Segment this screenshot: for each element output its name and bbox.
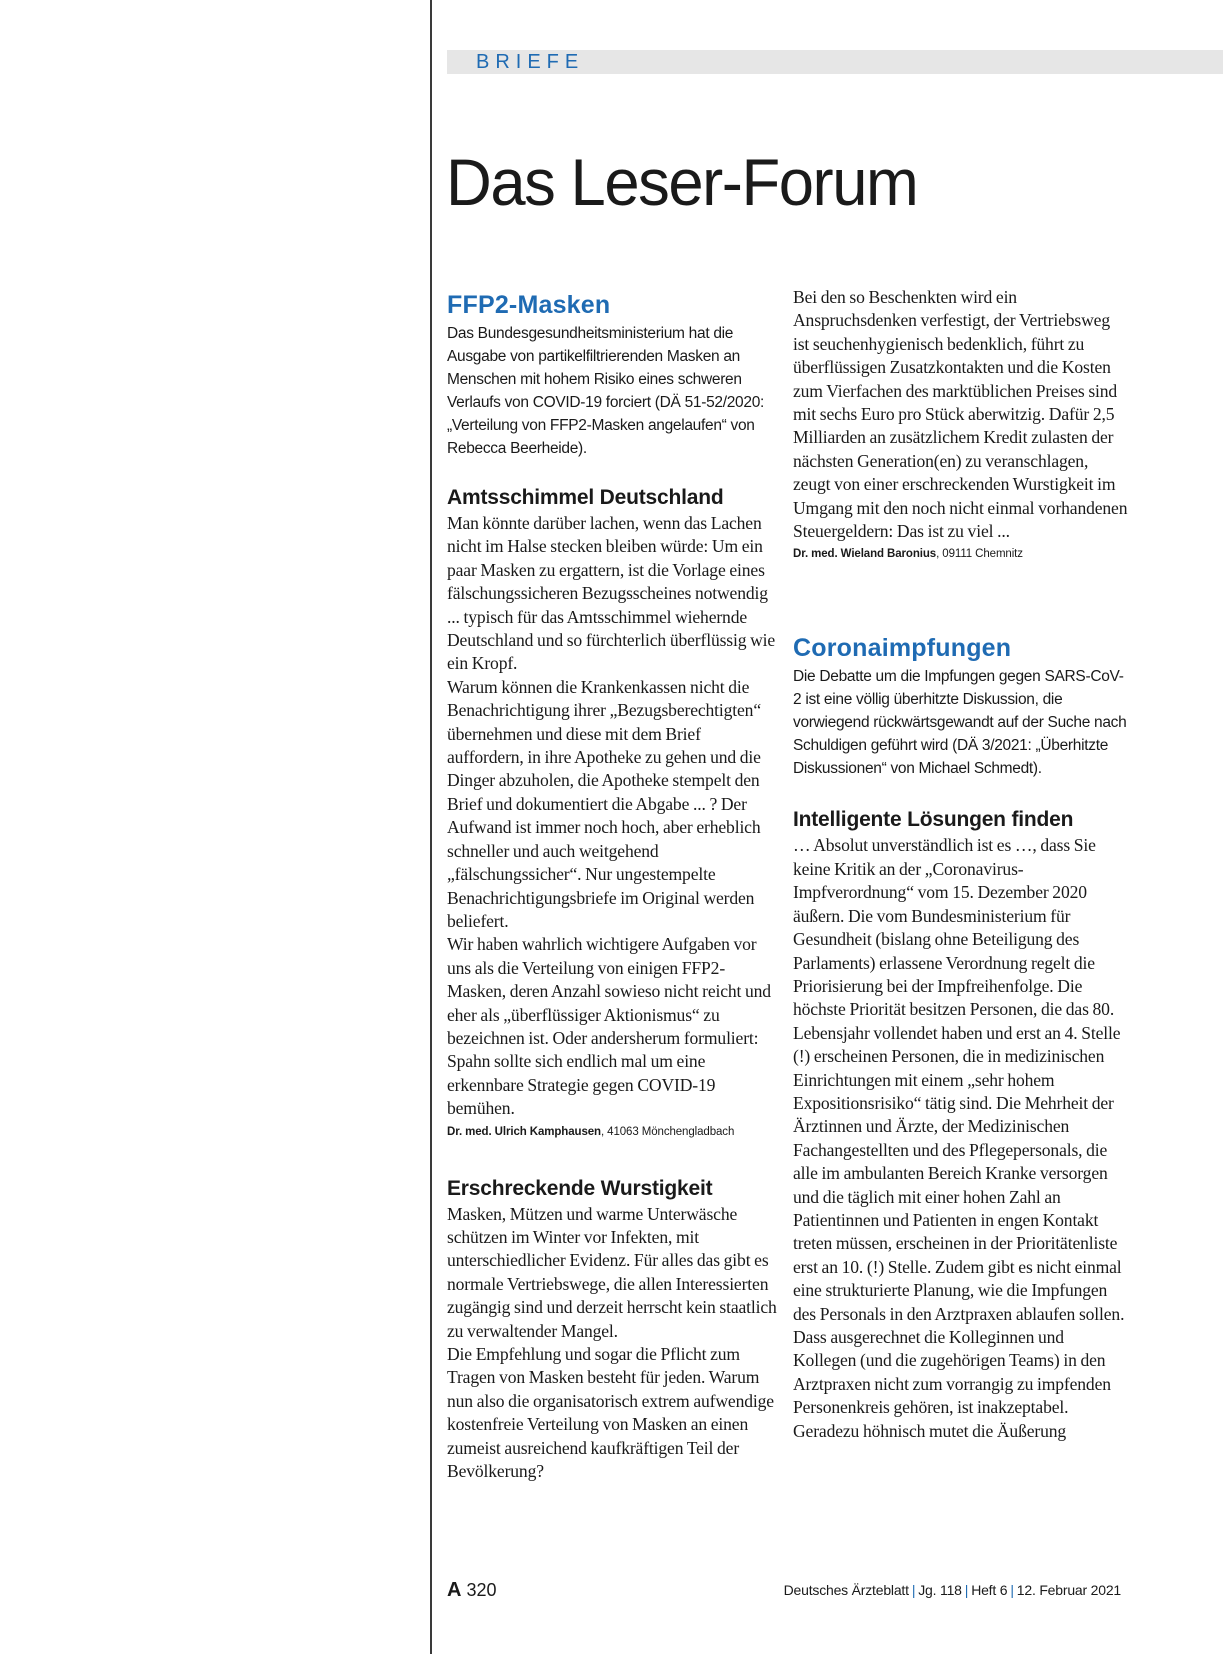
letter-heading-amtsschimmel: Amtsschimmel Deutschland xyxy=(447,486,724,509)
footer-separator: | xyxy=(964,1582,969,1598)
left-column xyxy=(447,290,777,1483)
signature-place: , 09111 Chemnitz xyxy=(936,548,1023,561)
page-number-value: 320 xyxy=(466,1580,497,1600)
page-prefix: A xyxy=(447,1579,462,1601)
letter-paragraph: Die Empfehlung und sogar die Pflicht zum Tragen von Masken besteht für jeden. Warum nun also die organisatorisch extrem aufwendige kostenfreie Verteilung von Masken an einen zumeist ausreichend kaufkräftigen Teil der Bevölkerung? xyxy=(447,1344,774,1482)
letter-heading-loesungen: Intelligente Lösungen finden xyxy=(793,808,1074,832)
page-title: Das Leser-Forum xyxy=(446,145,918,219)
journal-name: Deutsches Ärzteblatt xyxy=(783,1582,909,1598)
letter-paragraph: … Absolut unverständlich ist es …, dass Sie keine Kritik an der „Coronavirus-Impfverordnung“ vom 15. Dezember 2020 äußern. Die vom Bundesministerium für Gesundheit (bislang ohne Beteiligung des Parlaments) erlassene Verordnung regelt die Priorisierung bei der Impfreihenfolge. Die höchste Priorität besitzen Personen, die das 80. Lebensjahr vollendet haben und erst an 4. Stelle (!) erscheinen Personen, die in medizinischen Einrichtungen mit einem „sehr hohem Expositionsrisiko“ tätig sind. Die Mehrheit der Ärztinnen und Ärzte, der Medizinischen Fachangestellten und des Pflegepersonals, die alle im ambulanten Bereich Kranke versorgen und die täglich mit einer hohen Zahl an Patientinnen und Patienten in engen Kontakt treten müssen, erscheinen in der Prioritätenliste erst an 10. (!) Stelle. Zudem gibt es nicht einmal eine strukturierte Planung, wie die Impfungen des Personals in den Arztpraxen ablaufen sollen. Dass ausgerechnet die Kolleginnen und Kollegen (und die zugehörigen Teams) in den Arztpraxen nicht zum vorrangig zu impfenden Personenkreis gehören, ist inakzeptabel. Geradezu höhnisch mutet die Äußerung xyxy=(793,835,1125,1441)
signature-name: Dr. med. Ulrich Kamphausen xyxy=(447,1125,601,1138)
signature-place: , 41063 Mönchengladbach xyxy=(600,1125,735,1138)
topic-intro-corona: Die Debatte um die Impfungen gegen SARS-CoV-2 ist eine völlig überhitzte Diskussion, die vorwiegend rückwärtsgewandt auf der Suche nach Schuldigen geführt wird (DÄ 3/2021: „Überhitzte Diskussionen“ von Michael Schmedt). xyxy=(793,668,1127,778)
section-label: BRIEFE xyxy=(476,51,585,73)
footer-separator: | xyxy=(1010,1582,1014,1598)
page-number xyxy=(447,1579,497,1602)
letter-paragraph: Bei den so Beschenkten wird ein Anspruchsdenken verfestigt, der Vertriebsweg ist seuchenhygienisch bedenklich, führt zu überflüssigen Zusatzkontakten und die Kosten zum Vierfachen des marktüblichen Preises sind mit sechs Euro pro Stück aberwitzig. Dafür 2,5 Milliarden an zusätzlichem Kredit zulasten der nächsten Generation(en) zu veranschlagen, zeugt von einer erschreckenden Wurstigkeit im Umgang mit den noch nicht einmal vorhandenen Steuergeldern: Das ist zu viel ... xyxy=(793,287,1128,542)
topic-intro-ffp2: Das Bundesgesundheitsministerium hat die Ausgabe von partikelfiltrierenden Masken an Menschen mit hohem Risiko eines schweren Verlaufs von COVID-19 forciert (DÄ 51-52/2020: „Verteilung von FFP2-Masken angelaufen“ von Rebecca Beerheide). xyxy=(447,325,765,457)
journal-footer xyxy=(784,1582,1121,1598)
signature-name: Dr. med. Wieland Baronius xyxy=(793,548,937,561)
margin-rule xyxy=(430,0,432,1654)
topic-title-corona: Coronaimpfungen xyxy=(793,634,1012,663)
journal-volume: Jg. 118 xyxy=(918,1582,962,1598)
right-column xyxy=(793,286,1128,1443)
letter-signature xyxy=(447,1123,777,1141)
letter-signature xyxy=(793,545,1128,563)
journal-issue: Heft 6 xyxy=(971,1582,1008,1598)
journal-date: 12. Februar 2021 xyxy=(1016,1582,1121,1598)
topic-title-ffp2: FFP2-Masken xyxy=(447,291,611,319)
letter-paragraph: Man könnte darüber lachen, wenn das Lachen nicht im Halse stecken bleiben würde: Um ein paar Masken zu ergattern, ist die Vorlage eines fälschungssicheren Bezugsscheines notwendig ... typisch für das Amtsschimmel wiehernde Deutschland und so fürchterlich überflüssig wie ein Kropf. xyxy=(447,513,776,674)
letter-paragraph: Masken, Mützen und warme Unterwäsche schützen im Winter vor Infekten, mit unterschiedlicher Evidenz. Für alles das gibt es normale Vertriebswege, die allen Interessierten zugängig sind und derzeit herrscht kein staatlich zu verwaltender Mangel. xyxy=(447,1203,777,1341)
letter-paragraph: Wir haben wahrlich wichtigere Aufgaben vor uns als die Verteilung von einigen FFP2-Masken, deren Anzahl sowieso nicht reicht und eher als „überflüssiger Aktionismus“ zu bezeichnen ist. Oder andersherum formuliert: Spahn sollte sich endlich mal um eine erkennbare Strategie gegen COVID-19 bemühen. xyxy=(447,934,771,1119)
letter-paragraph: Warum können die Krankenkassen nicht die Benachrichtigung ihrer „Bezugsberechtigten“ übernehmen und diese mit dem Brief auffordern, in ihre Apotheke zu gehen und die Dinger abzuholen, die Apotheke stempelt den Brief und dokumentiert die Abgabe ... ? Der Aufwand ist immer noch hoch, aber erheblich schneller und auch weitgehend „fälschungssicher“. Nur ungestempelte Benachrichtigungsbriefe im Original werden beliefert. xyxy=(447,676,761,931)
footer-separator: | xyxy=(911,1582,916,1598)
letter-heading-wurstigkeit: Erschreckende Wurstigkeit xyxy=(447,1176,713,1200)
